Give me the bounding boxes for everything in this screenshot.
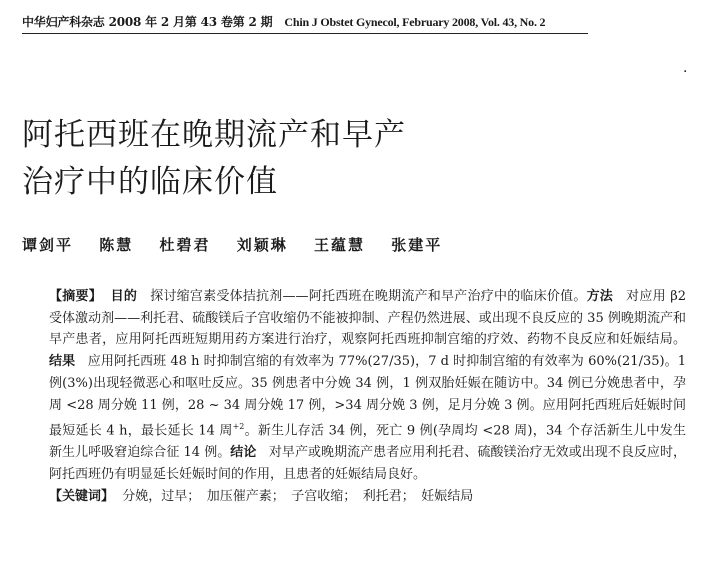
author-name: 张建平	[391, 236, 443, 254]
author-name: 杜碧君	[159, 236, 211, 254]
author-list	[22, 234, 461, 255]
objective-label: 目的	[110, 289, 138, 304]
results-label: 结果	[49, 354, 76, 370]
author-name: 刘颖琳	[236, 236, 288, 254]
corner-mark: ·	[683, 64, 688, 80]
author-name: 王蕴慧	[314, 236, 366, 254]
results-text-b: 。新生儿存活 34 例，死亡 9 例(孕周均 <28 周)，34 个存活新生儿中发生新生儿呼吸窘迫综合征 14 例。	[49, 423, 686, 461]
keywords-text: 分娩，过早； 加压催产素； 子宫收缩； 利托君； 妊娠结局	[122, 488, 474, 504]
journal-citation-en: Chin J Obstet Gynecol, February 2008, Vol. 43, No. 2	[284, 15, 546, 29]
methods-label: 方法	[586, 289, 614, 304]
conclusion-label: 结论	[230, 445, 257, 461]
methods-text: 对应用 β2 受体激动剂——利托君、硫酸镁后子宫收缩仍不能被抑制、产程仍然进展、或出现不良反应的 35 例晚期流产和早产患者，应用阿托西班短期用药方案进行治疗，观察阿托西班抑制宫缩的疗效、药物不良反应和妊娠结局。	[49, 289, 686, 348]
journal-header	[22, 14, 588, 34]
title-line-1: 阿托西班在晚期流产和早产	[22, 117, 406, 153]
title-line-2: 治疗中的临床价值	[22, 164, 278, 200]
abstract-body	[22, 286, 686, 486]
results-text-a: 应用阿托西班 48 h 时抑制宫缩的有效率为 77%(27/35)，7 d 时抑制宫缩的有效率为 60%(21/35)。1 例(3%)出现轻微恶心和呕吐反应。35 例患者中分娩 34 例，1 例双胎妊娠在随访中。34 例已分娩患者中，孕周 <28 周分娩 11 例，28 ~ 34 周分娩 17 例，>34 周分娩 3 例，足月分娩 3 例。应用阿托西班后妊娠时间最短延长 4 h，最长延长 14 周	[49, 354, 686, 439]
keywords-label: 【关键词】	[49, 488, 115, 504]
results-superscript: +2	[232, 422, 245, 432]
objective-text: 探讨缩宫素受体拮抗剂——阿托西班在晚期流产和早产治疗中的临床价值。	[150, 289, 587, 304]
journal-citation-cn: 中华妇产科杂志 2008 年 2 月第 43 卷第 2 期	[22, 15, 273, 29]
conclusion-text: 对早产或晚期流产患者应用利托君、硫酸镁治疗无效或出现不良反应时，阿托西班仍有明显延长妊娠时间的作用，且患者的妊娠结局良好。	[49, 445, 686, 482]
author-name: 陈慧	[99, 236, 134, 254]
abstract-label: 【摘要】	[49, 289, 102, 304]
article-title	[22, 112, 582, 206]
author-name: 谭剑平	[22, 236, 74, 254]
keywords	[22, 486, 686, 508]
abstract	[22, 286, 686, 507]
